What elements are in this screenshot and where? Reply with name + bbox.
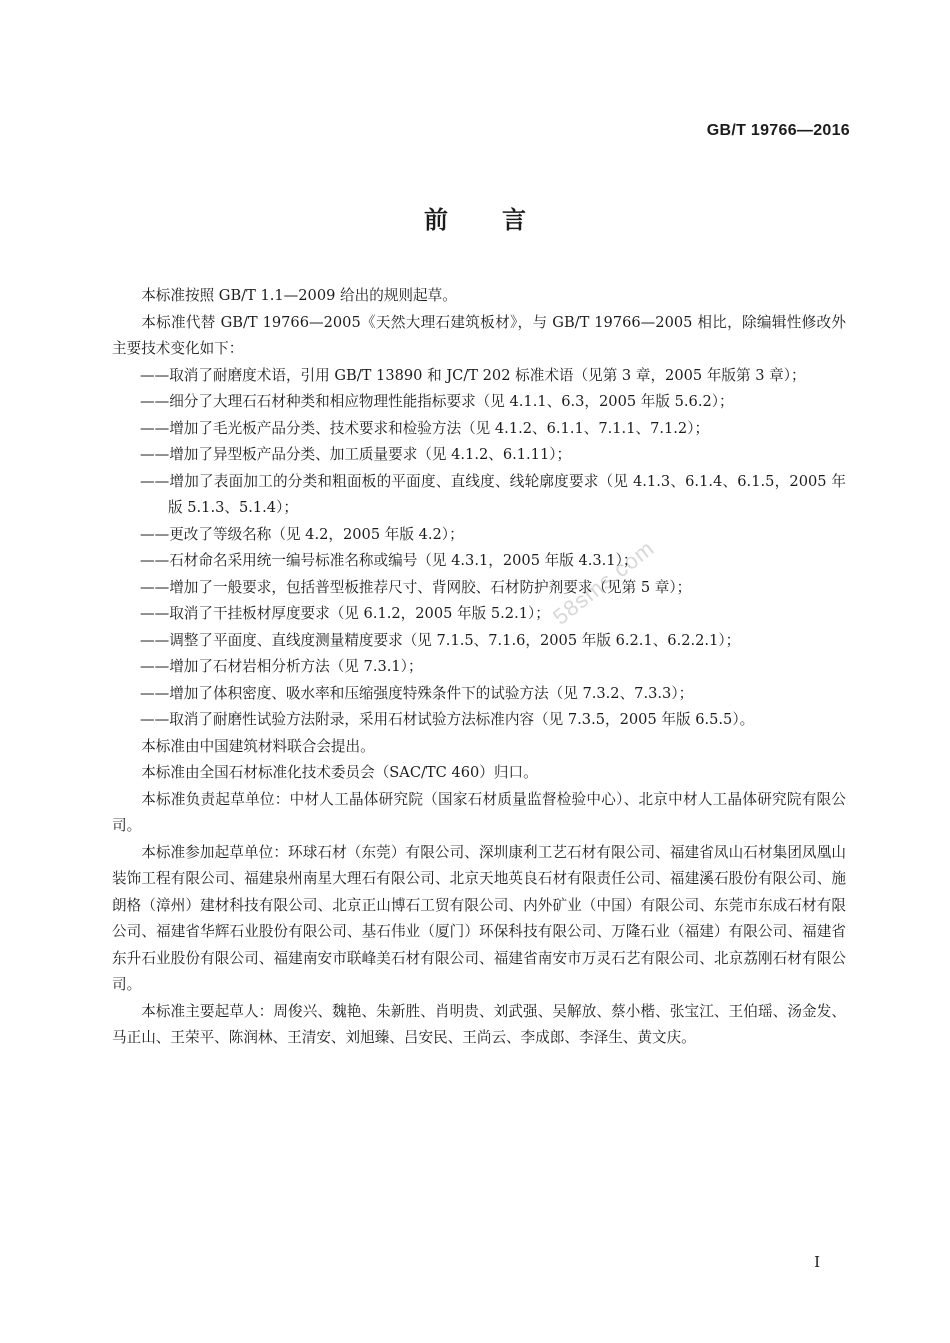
change-item: ——增加了石材岩相分析方法（见 7.3.1）；: [140, 658, 423, 675]
change-item: ——细分了大理石石材种类和相应物理性能指标要求（见 4.1.1、6.3，2005 年版 5.6.2）；: [140, 393, 734, 410]
change-item: ——增加了异型板产品分类、加工质量要求（见 4.1.2、6.1.11）；: [140, 446, 572, 463]
change-item: ——取消了干挂板材厚度要求（见 6.1.2，2005 年版 5.2.1）；: [140, 605, 550, 622]
change-item: ——取消了耐磨性试验方法附录，采用石材试验方法标准内容（见 7.3.5，2005 年版 6.5.5）。: [140, 711, 755, 728]
page-title: 前言: [424, 206, 580, 234]
page-number: I: [814, 1253, 820, 1271]
watermark: 58sms.com: [548, 535, 660, 630]
change-item: ——更改了等级名称（见 4.2，2005 年版 4.2）；: [140, 525, 464, 543]
change-item: ——增加了毛光板产品分类、技术要求和检验方法（见 4.1.2、6.1.1、7.1.1、7.1.2）；: [140, 419, 710, 437]
foreword-body: [112, 283, 846, 1052]
change-item: ——增加了体积密度、吸水率和压缩强度特殊条件下的试验方法（见 7.3.2、7.3.3）；: [140, 684, 694, 702]
paragraph-lead-drafters: 本标准负责起草单位：中材人工晶体研究院（国家石材质量监督检验中心）、北京中材人工晶体研究院有限公司。: [112, 790, 846, 834]
change-item: ——调整了平面度、直线度测量精度要求（见 7.1.5、7.1.6，2005 年版 6.2.1、6.2.2.1）；: [140, 631, 741, 649]
paragraph-participating-drafters: 本标准参加起草单位：环球石材（东莞）有限公司、深圳康利工艺石材有限公司、福建省凤山石材集团凤凰山装饰工程有限公司、福建泉州南星大理石有限公司、北京天地英良石材有限责任公司、福建溪石股份有限公司、施朗格（漳州）建材科技有限公司、北京正山博石工贸有限公司、内外矿业（中国）有限公司、东莞市东成石材有限公司、福建省华辉石业股份有限公司、基石伟业（厦门）环保科技有限公司、万隆石业（福建）有限公司、福建省东升石业股份有限公司、福建南安市联峰美石材有限公司、福建省南安市万灵石艺有限公司、北京荔刚石材有限公司。: [112, 843, 846, 993]
change-item: ——石材命名采用统一编号标准名称或编号（见 4.3.1，2005 年版 4.3.1）；: [140, 552, 638, 569]
paragraph-committee: 本标准由全国石材标准化技术委员会（SAC/TC 460）归口。: [141, 764, 538, 781]
change-item: ——取消了耐磨度术语，引用 GB/T 13890 和 JC/T 202 标准术语（见第 3 章，2005 年版第 3 章）；: [140, 366, 806, 384]
paragraph-replacement: 本标准代替 GB/T 19766—2005《天然大理石建筑板材》，与 GB/T 19766—2005 相比，除编辑性修改外主要技术变化如下：: [112, 313, 846, 357]
paragraph-proposer: 本标准由中国建筑材料联合会提出。: [141, 737, 375, 755]
change-item: ——增加了一般要求，包括普型板推荐尺寸、背网胶、石材防护剂要求（见第 5 章）；: [140, 578, 692, 596]
change-item: ——增加了表面加工的分类和粗面板的平面度、直线度、线轮廓度要求（见 4.1.3、6.1.4、6.1.5，2005 年版 5.1.3、5.1.4）；: [140, 472, 846, 516]
paragraph-drafting-rules: 本标准按照 GB/T 1.1—2009 给出的规则起草。: [141, 287, 457, 304]
paragraph-main-drafters: 本标准主要起草人：周俊兴、魏艳、朱新胜、肖明贵、刘武强、吴解放、蔡小楷、张宝江、王伯瑶、汤金发、马正山、王荣平、陈润林、王清安、刘旭臻、吕安民、王尚云、李成郎、李泽生、黄文庆。: [112, 1002, 846, 1046]
standard-number: GB/T 19766—2016: [706, 122, 850, 139]
